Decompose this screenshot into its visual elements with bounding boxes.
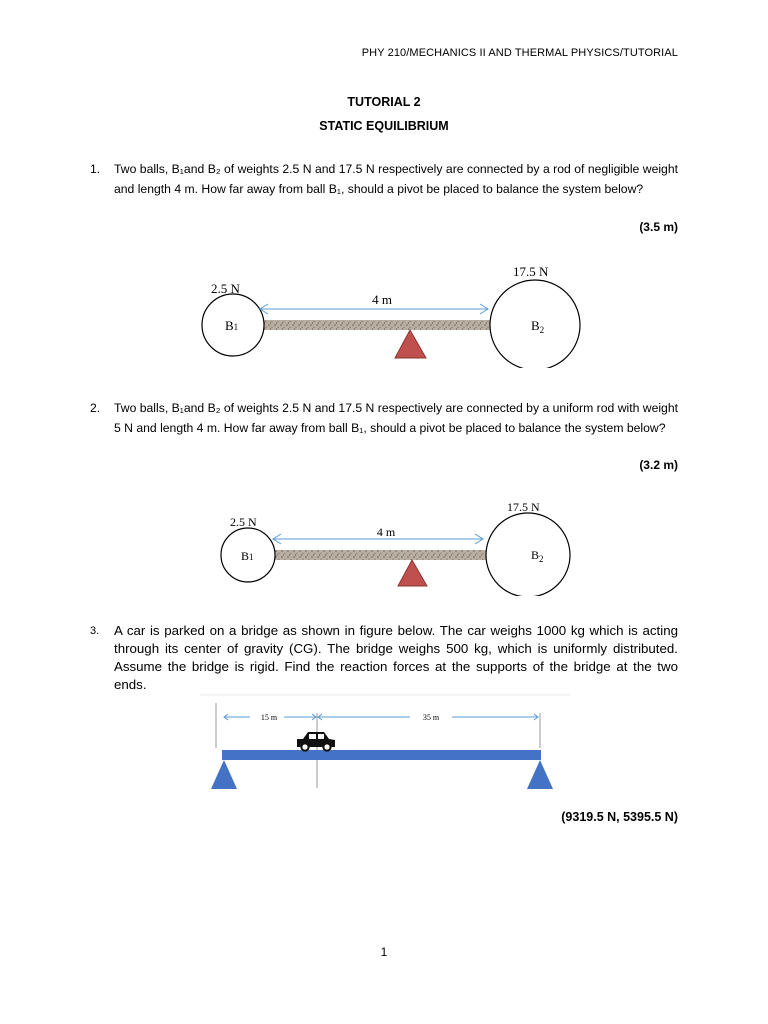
right-support <box>527 760 553 789</box>
question-1-number: 1. <box>90 162 101 176</box>
ball-b1-label: B1 <box>241 549 254 563</box>
pivot-triangle <box>398 560 427 586</box>
page-number: 1 <box>380 945 388 959</box>
running-header: PHY 210/MECHANICS II AND THERMAL PHYSICS/TUTORIAL <box>361 47 678 59</box>
ball-b2-label: $B_2$ <box>531 548 544 564</box>
tutorial-title: TUTORIAL 2 <box>347 95 421 109</box>
weight-b2-label: 17.5 N <box>513 264 549 279</box>
car-icon <box>297 732 335 751</box>
pivot-triangle <box>395 330 426 358</box>
length-label: 4 m <box>376 525 396 539</box>
distance-15-label: 15 m <box>260 713 278 722</box>
question-3 <box>90 622 678 694</box>
question-2 <box>90 399 678 438</box>
tutorial-subtitle: STATIC EQUILIBRIUM <box>319 119 449 133</box>
ball-b2 <box>486 513 570 596</box>
question-3-answer: (9319.5 N, 5395.5 N) <box>561 810 678 824</box>
question-3-text: A car is parked on a bridge as shown in figure below. The car weighs 1000 kg which is acting through its center of gravity (CG). The bridge weighs 500 kg, which is uniformly distributed. Assume the bridge is rigid. Find the reaction forces at the supports of the bridge at the two ends. <box>114 623 678 692</box>
question-1 <box>90 160 678 199</box>
figure-1-seesaw <box>190 258 590 368</box>
rod <box>258 320 491 330</box>
weight-b2-label: 17.5 N <box>507 500 540 514</box>
ball-b2-label: $B_2$ <box>531 318 545 335</box>
length-label: 4 m <box>372 292 392 307</box>
question-3-number: 3. <box>90 625 100 637</box>
weight-b1-label: 2.5 N <box>211 281 240 296</box>
question-1-text: Two balls, B₁and B₂ of weights 2.5 N and 17.5 N respectively are connected by a rod of negligible weight and length 4 m. How far away from ball B₁, should a pivot be placed to balance the system below? <box>114 162 678 196</box>
bridge-deck <box>222 750 541 760</box>
ball-b1-label: B1 <box>225 318 239 333</box>
rod <box>271 550 487 560</box>
left-support <box>211 760 237 789</box>
distance-35-label: 35 m <box>422 713 440 722</box>
question-1-answer: (3.5 m) <box>639 220 678 234</box>
question-2-number: 2. <box>90 401 101 415</box>
question-2-text: Two balls, B₁and B₂ of weights 2.5 N and 17.5 N respectively are connected by a uniform rod with weight 5 N and length 4 m. How far away from ball B₁, should a pivot be placed to balance the system below? <box>114 401 678 435</box>
figure-2-seesaw <box>215 496 585 596</box>
weight-b1-label: 2.5 N <box>230 515 257 529</box>
figure-3-bridge <box>200 693 580 803</box>
question-2-answer: (3.2 m) <box>639 458 678 472</box>
